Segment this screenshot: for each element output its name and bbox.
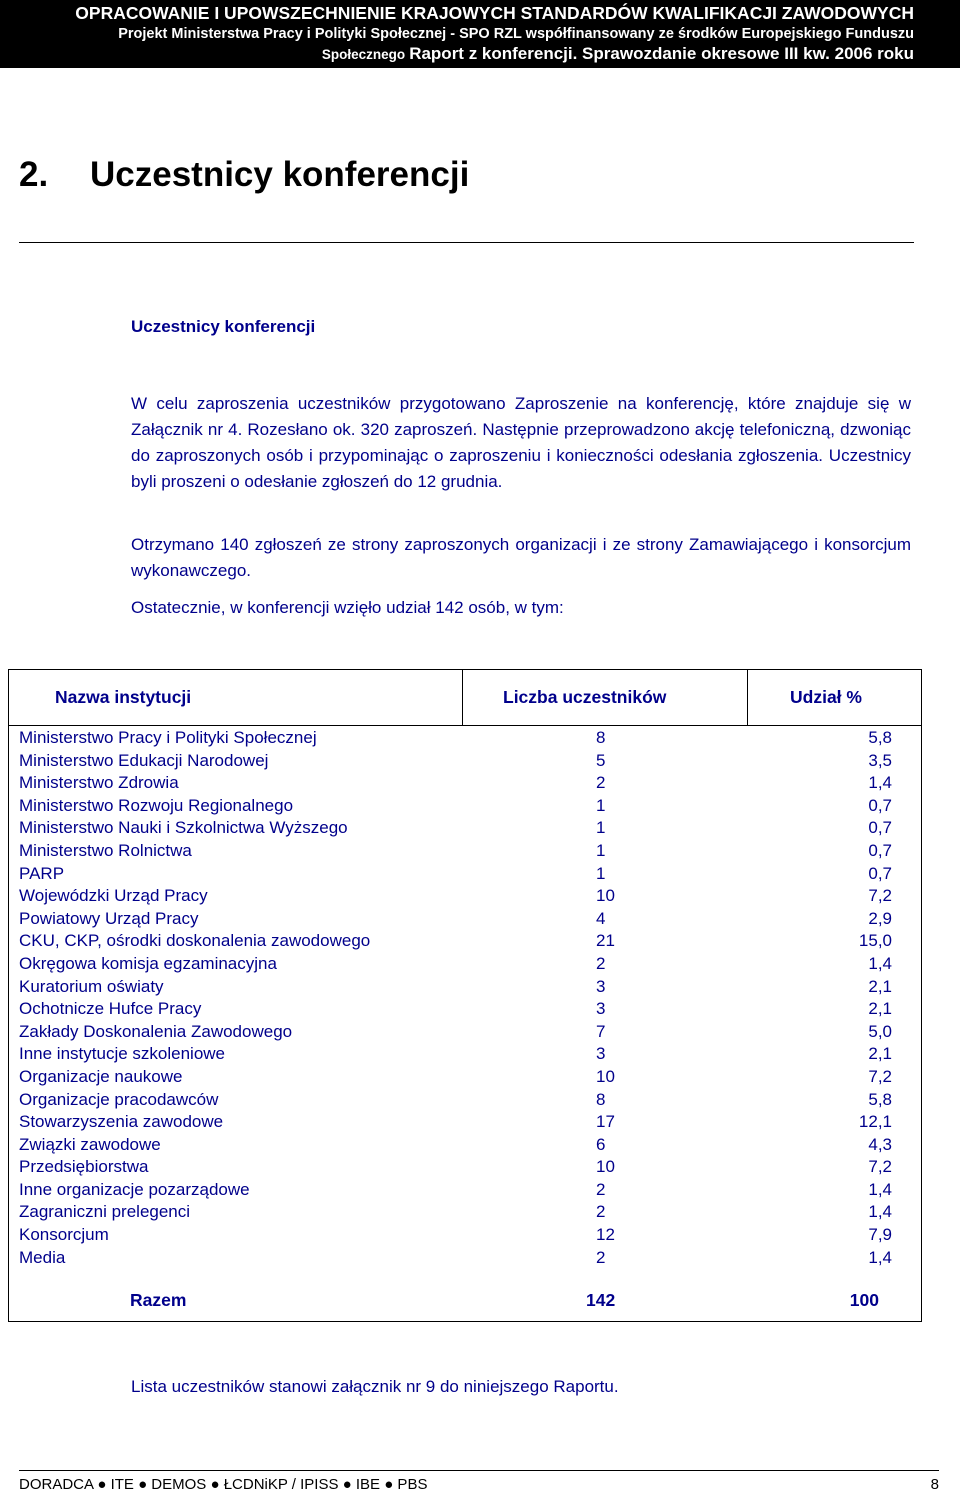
participant-share: 4,3 xyxy=(868,1134,892,1154)
institution-name: Ministerstwo Pracy i Polityki Społecznej xyxy=(19,728,317,747)
participant-count: 3 xyxy=(596,976,606,996)
participant-share: 7,2 xyxy=(868,1157,892,1177)
header-project-title: OPRACOWANIE I UPOWSZECHNIENIE KRAJOWYCH STANDARDÓW KWALIFIKACJI ZAWODOWYCH xyxy=(75,3,914,23)
institution-name: Inne organizacje pozarządowe xyxy=(19,1179,250,1199)
table-row xyxy=(19,840,899,863)
participant-count: 10 xyxy=(596,886,615,906)
total-count: 142 xyxy=(586,1290,616,1310)
institution-name: Stowarzyszenia zawodowe xyxy=(19,1112,224,1132)
running-header xyxy=(0,0,960,68)
participant-share: 0,7 xyxy=(868,863,892,883)
column-header-participants: Liczba uczestników xyxy=(503,687,667,707)
institution-name: PARP xyxy=(19,863,65,883)
institution-name: Konsorcjum xyxy=(19,1225,109,1245)
table-row xyxy=(19,750,899,773)
institution-name: CKU, CKP, ośrodki doskonalenia zawodowego xyxy=(19,931,371,951)
participant-count: 1 xyxy=(596,818,606,838)
table-row xyxy=(19,1111,899,1134)
participant-count: 1 xyxy=(596,795,606,815)
participant-share: 2,1 xyxy=(868,999,892,1019)
header-divider xyxy=(747,670,748,726)
participant-share: 1,4 xyxy=(868,773,892,793)
participant-count: 8 xyxy=(596,728,606,747)
participant-share: 3,5 xyxy=(868,750,892,770)
institution-name: Przedsiębiorstwa xyxy=(19,1157,149,1177)
institution-name: Ministerstwo Rozwoju Regionalnego xyxy=(19,795,294,815)
participant-count: 2 xyxy=(596,1247,606,1267)
institution-name: Ministerstwo Zdrowia xyxy=(19,773,179,793)
table-row xyxy=(19,1134,899,1157)
participant-share: 2,1 xyxy=(868,976,892,996)
table-row xyxy=(19,772,899,795)
section-number: 2. xyxy=(19,155,49,194)
table-row xyxy=(19,1224,899,1247)
participant-count: 21 xyxy=(596,931,615,951)
institution-name: Media xyxy=(19,1247,66,1267)
participant-share: 7,9 xyxy=(868,1225,892,1245)
participant-share: 7,2 xyxy=(868,1066,892,1086)
participant-share: 7,2 xyxy=(868,886,892,906)
table-row xyxy=(19,885,899,908)
table-row xyxy=(19,1156,899,1179)
header-report-line xyxy=(0,44,914,65)
participant-count: 2 xyxy=(596,1202,606,1222)
column-header-share: Udział % xyxy=(790,687,862,707)
table-row xyxy=(19,795,899,818)
header-report-title: Raport z konferencji. Sprawozdanie okresowe III kw. 2006 roku xyxy=(409,44,914,63)
participant-count: 8 xyxy=(596,1089,606,1109)
institution-name: Okręgowa komisja egzaminacyjna xyxy=(19,953,277,973)
participant-count: 2 xyxy=(596,773,606,793)
column-header-institution: Nazwa instytucji xyxy=(55,687,192,707)
participant-share: 1,4 xyxy=(868,953,892,973)
participant-share: 5,8 xyxy=(868,1089,892,1109)
participant-count: 12 xyxy=(596,1225,615,1245)
header-funding-continuation: Społecznego xyxy=(321,47,406,62)
table-row xyxy=(19,998,899,1021)
participant-count: 4 xyxy=(596,908,606,928)
institution-name: Zakłady Doskonalenia Zawodowego xyxy=(19,1021,293,1041)
table-row xyxy=(19,1043,899,1066)
table-row xyxy=(19,1021,899,1044)
participant-count: 10 xyxy=(596,1157,615,1177)
participant-count: 3 xyxy=(596,1044,606,1064)
participant-count: 3 xyxy=(596,999,606,1019)
table-row xyxy=(19,1201,899,1224)
participant-count: 17 xyxy=(596,1112,615,1132)
participant-share: 0,7 xyxy=(868,795,892,815)
table-total-row xyxy=(9,1288,921,1312)
footer-partners: DORADCA ● ITE ● DEMOS ● ŁCDNiKP / IPISS ● IBE ● PBS xyxy=(19,1476,428,1493)
participant-share: 5,0 xyxy=(868,1021,892,1041)
header-project-funding: Projekt Ministerstwa Pracy i Polityki Społecznej - SPO RZL współfinansowany ze środków Europejskiego Funduszu xyxy=(118,26,914,42)
participant-share: 1,4 xyxy=(868,1247,892,1267)
institution-name: Inne instytucje szkoleniowe xyxy=(19,1044,226,1064)
participant-share: 0,7 xyxy=(868,818,892,838)
institution-name: Ministerstwo Edukacji Narodowej xyxy=(19,750,269,770)
table-header-row xyxy=(9,670,921,726)
participant-count: 1 xyxy=(596,840,606,860)
table-body xyxy=(19,727,899,1269)
participant-share: 1,4 xyxy=(868,1179,892,1199)
table-row xyxy=(19,1066,899,1089)
total-label: Razem xyxy=(130,1290,187,1310)
participant-share: 12,1 xyxy=(858,1112,892,1132)
paragraph-registrations: Otrzymano 140 zgłoszeń ze strony zaproszonych organizacji i ze strony Zamawiającego i konsorcjum wykonawczego. xyxy=(131,535,911,580)
participant-share: 1,4 xyxy=(868,1202,892,1222)
section-title: Uczestnicy konferencji xyxy=(90,155,470,194)
institution-name: Zagraniczni prelegenci xyxy=(19,1202,191,1222)
participant-count: 5 xyxy=(596,750,606,770)
participant-count: 7 xyxy=(596,1021,606,1041)
participant-count: 1 xyxy=(596,863,606,883)
table-row xyxy=(19,727,899,750)
closing-note: Lista uczestników stanowi załącznik nr 9 do niniejszego Raportu. xyxy=(131,1377,619,1396)
subsection-title: Uczestnicy konferencji xyxy=(131,317,316,336)
paragraph-attendance: Ostatecznie, w konferencji wzięło udział 142 osób, w tym: xyxy=(131,598,564,617)
total-share: 100 xyxy=(849,1290,879,1310)
table-row xyxy=(19,1089,899,1112)
institution-name: Powiatowy Urząd Pracy xyxy=(19,908,199,928)
heading-divider xyxy=(19,242,914,243)
page-number: 8 xyxy=(930,1476,939,1493)
table-row xyxy=(19,908,899,931)
institution-name: Ministerstwo Rolnictwa xyxy=(19,840,192,860)
institution-name: Organizacje naukowe xyxy=(19,1066,183,1086)
institution-name: Kuratorium oświaty xyxy=(19,976,164,996)
participant-count: 10 xyxy=(596,1066,615,1086)
table-row xyxy=(19,930,899,953)
table-row xyxy=(19,1247,899,1270)
table-row xyxy=(19,817,899,840)
institution-name: Wojewódzki Urząd Pracy xyxy=(19,886,208,906)
table-row xyxy=(19,1179,899,1202)
participant-count: 2 xyxy=(596,1179,606,1199)
participant-count: 2 xyxy=(596,953,606,973)
participant-share: 2,1 xyxy=(868,1044,892,1064)
section-heading xyxy=(19,150,469,200)
institution-name: Związki zawodowe xyxy=(19,1134,161,1154)
table-row xyxy=(19,953,899,976)
participant-share: 5,8 xyxy=(868,728,892,747)
footer-divider xyxy=(19,1470,939,1471)
institution-name: Organizacje pracodawców xyxy=(19,1089,219,1109)
participant-share: 2,9 xyxy=(868,908,892,928)
paragraph-invitations: W celu zaproszenia uczestników przygotowano Zaproszenie na konferencję, które znajduje się w Załącznik nr 4. Rozesłano ok. 320 zaproszeń. Następnie przeprowadzono akcję telefoniczną, dzwoniąc do zaproszonych osób i przypominając o zaproszeniu i konieczności odesłania zgłoszenia. Uczestnicy byli proszeni o odesłanie zgłoszeń do 12 grudnia. xyxy=(131,394,911,491)
table-row xyxy=(19,976,899,999)
participant-share: 0,7 xyxy=(868,840,892,860)
participants-table xyxy=(8,669,922,1322)
participant-count: 6 xyxy=(596,1134,606,1154)
header-divider xyxy=(462,670,463,726)
institution-name: Ochotnicze Hufce Pracy xyxy=(19,999,202,1019)
institution-name: Ministerstwo Nauki i Szkolnictwa Wyższego xyxy=(19,818,348,838)
table-row xyxy=(19,863,899,886)
participant-share: 15,0 xyxy=(858,931,892,951)
